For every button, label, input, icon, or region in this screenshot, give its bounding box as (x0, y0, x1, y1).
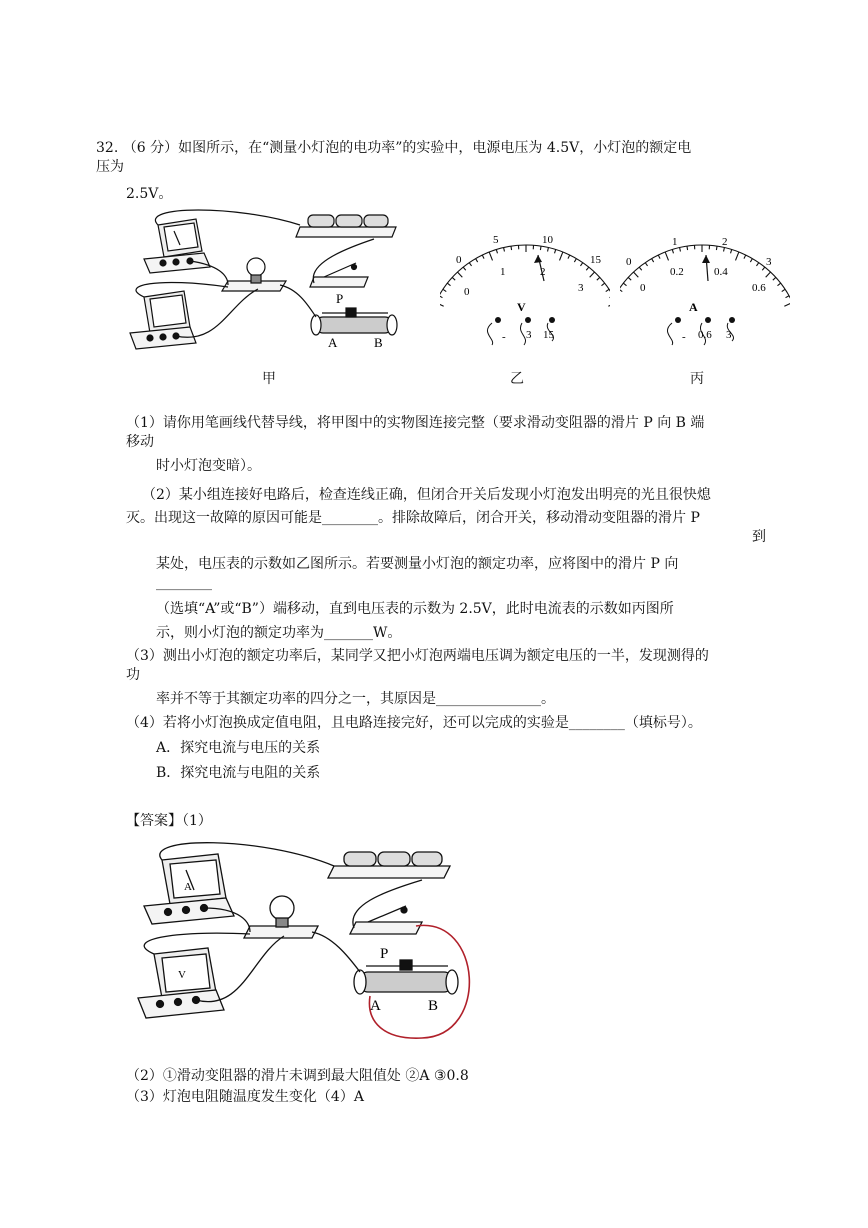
dial-tick (628, 277, 631, 280)
dial-tick (782, 289, 785, 291)
dial-tick (608, 302, 610, 306)
answer-voltmeter-letter: V (178, 969, 186, 981)
question-header-line1: 32. （6 分）如图所示，在“测量小灯泡的电功率”的实验中，电源电压为 4.5V，小灯泡的额定电 (96, 140, 692, 156)
dial-tick (574, 259, 576, 262)
v-terminal-15: 15 (543, 329, 554, 341)
v-lower-tick-2: 2 (540, 266, 546, 278)
dial-tick (762, 267, 765, 270)
figure-label-bing: 丙 (690, 371, 704, 387)
part2-line2: 灭。出现这一故障的原因可能是________。排除故障后，闭合开关，移动滑动变阻器的滑片 P (126, 510, 700, 526)
lamp-icon (222, 258, 286, 291)
a-terminal-3: 3 (726, 329, 732, 341)
dial-tick (597, 277, 600, 280)
dial-tick (773, 277, 776, 280)
dial-tick (735, 252, 738, 260)
dial-tick (652, 259, 654, 262)
dial-tick (504, 248, 505, 252)
dial-tick (634, 272, 639, 277)
answer-rheostat-p-label: P (380, 946, 389, 962)
dial-tick (559, 252, 562, 260)
part2-line3: 到 (752, 529, 766, 545)
v-lower-tick-1: 1 (500, 266, 506, 278)
dial-tick (440, 302, 444, 306)
dial-tick (482, 255, 484, 259)
part1-line3: 时小灯泡变暗）。 (156, 458, 261, 474)
question-header-line2: 压为 (96, 159, 124, 175)
answer-rheostat-icon (354, 960, 458, 994)
part4-option-b: B．探究电流与电阻的关系 (156, 765, 321, 781)
part2-line1: （2）某小组连接好电路后，检查连线正确，但闭合开关后发现小灯泡发出明亮的光且很快熄 (142, 487, 711, 503)
a-lower-tick-0.2: 0.2 (670, 266, 684, 278)
a-lower-tick-0.4: 0.4 (714, 266, 728, 278)
dial-tick (548, 248, 549, 252)
dial-tick (777, 283, 780, 285)
a-upper-tick-2: 2 (722, 236, 728, 248)
dial-tick (744, 255, 746, 259)
answer-lamp-icon (244, 896, 318, 938)
v-lower-tick-0: 0 (464, 286, 470, 298)
v-upper-tick-10: 10 (542, 234, 553, 246)
question-header-line3: 2.5V。 (126, 186, 173, 202)
dial-tick (623, 283, 626, 285)
answer-battery-icon (328, 852, 450, 878)
answer-line3: （3）灯泡电阻随温度发生变化（4）A (126, 1089, 364, 1105)
part2-line5: ________ (156, 575, 212, 591)
rheostat-b-label: B (374, 335, 383, 350)
a-lower-tick-0: 0 (640, 282, 646, 294)
v-upper-tick-5: 5 (493, 234, 499, 246)
dial-tick (447, 283, 450, 285)
dial-tick (590, 272, 595, 277)
dial-tick (568, 255, 570, 259)
a-upper-tick-3: 3 (766, 256, 772, 268)
answer-voltmeter-icon (138, 948, 224, 1018)
part3-line3: 率并不等于其额定功率的四分之一，其原因是_______________。 (156, 691, 555, 707)
answer-label: 【答案】（1） (126, 813, 212, 829)
dial-tick (496, 250, 497, 254)
v-upper-tick-15: 15 (590, 254, 601, 266)
answer-ammeter-letter: A (184, 881, 192, 893)
dial-tick (620, 289, 622, 291)
rheostat-icon (311, 308, 397, 335)
dial-tick (750, 259, 752, 262)
part3-line2: 功 (126, 667, 140, 683)
voltmeter-icon (130, 291, 196, 349)
dial-tick (672, 250, 673, 254)
dial-tick (731, 250, 732, 254)
dial-tick (716, 246, 717, 250)
battery-icon (296, 215, 396, 237)
dial-tick (586, 267, 589, 270)
figure-label-yi: 乙 (510, 371, 524, 387)
v-lower-tick-3: 3 (578, 282, 584, 294)
figure-jia-circuit (118, 205, 418, 355)
dial-tick (511, 246, 512, 250)
figure-answer-circuit (122, 836, 482, 1046)
figure-bing-ammeter-dial (620, 225, 790, 350)
part3-line1: （3）测出小灯泡的额定功率后，某同学又把小灯泡两端电压调为额定电压的一半，发现测得的 (126, 648, 709, 664)
voltmeter-unit: V (517, 300, 526, 314)
a-terminal-0.6: 0.6 (698, 329, 712, 341)
dial-tick (443, 289, 446, 291)
dial-tick (645, 263, 647, 266)
dial-tick (658, 255, 660, 259)
dial-tick (580, 263, 582, 266)
dial-tick (756, 263, 758, 266)
part2-line7: 示，则小灯泡的额定功率为_______W。 (156, 625, 402, 641)
dial-tick (489, 252, 492, 260)
dial-tick (786, 296, 789, 298)
dial-tick (680, 248, 681, 252)
answer-line2: （2）①滑动变阻器的滑片未调到最大阻值处 ②A ③0.8 (126, 1068, 469, 1084)
dial-tick (687, 246, 688, 250)
dial-tick (766, 272, 771, 277)
part2-line4: 某处，电压表的示数如乙图所示。若要测量小灯泡的额定功率，应将图中的滑片 P 向 (156, 556, 679, 572)
dial-tick (476, 259, 478, 262)
rheostat-p-label: P (336, 291, 344, 306)
dial-tick (458, 272, 463, 277)
part4-option-a: A．探究电流与电压的关系 (156, 740, 321, 756)
part1-line2: 移动 (126, 434, 154, 450)
dial-tick (665, 252, 668, 260)
figure-yi-voltmeter-dial (440, 225, 610, 350)
dial-tick (555, 250, 556, 254)
dial-tick (601, 283, 604, 285)
answer-rheostat-b-label: B (428, 998, 439, 1014)
figure-label-jia: 甲 (262, 371, 276, 387)
dial-tick (463, 267, 466, 270)
rheostat-a-label: A (328, 335, 338, 350)
answer-rheostat-a-label: A (370, 998, 381, 1014)
v-upper-tick-0: 0 (456, 254, 462, 266)
dial-tick (540, 246, 541, 250)
dial-tick (784, 302, 790, 306)
dial-tick (724, 248, 725, 252)
v-terminal-minus: - (502, 331, 506, 343)
dial-tick (452, 277, 455, 280)
v-terminal-3: 3 (526, 329, 532, 341)
ammeter-icon (144, 219, 210, 273)
a-upper-tick-0: 0 (626, 256, 632, 268)
dial-tick (606, 289, 609, 291)
dial-tick (440, 296, 442, 298)
dial-tick (639, 267, 642, 270)
part1-line1: （1）请你用笔画线代替导线，将甲图中的实物图连接完整（要求滑动变阻器的滑片 P 向 B 端 (126, 415, 705, 431)
ammeter-unit: A (689, 300, 698, 314)
part2-line6: （选填“A”或“B”）端移动，直到电压表的示数为 2.5V，此时电流表的示数如丙图所 (156, 601, 674, 617)
dial-tick (469, 263, 471, 266)
a-upper-tick-1: 1 (672, 236, 678, 248)
part4-line1: （4）若将小灯泡换成定值电阻，且电路连接完好，还可以完成的实验是________（填标号）。 (126, 715, 702, 731)
a-terminal-minus: - (682, 331, 686, 343)
a-lower-tick-0.6: 0.6 (752, 282, 766, 294)
answer-switch-icon (350, 906, 422, 934)
